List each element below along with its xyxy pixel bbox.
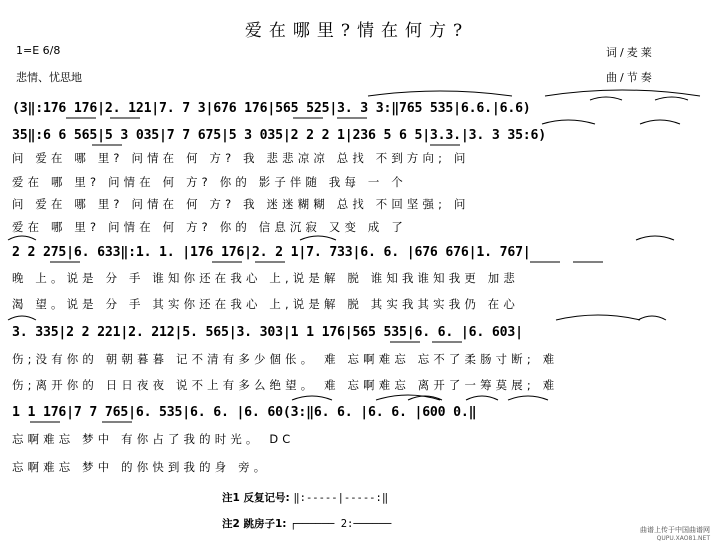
lyric-line: 爱在 哪 里? 问情在 何 方? 你的 影子伴随 我每 一 个 — [12, 175, 407, 189]
slur-mark — [636, 236, 674, 240]
lyric-line: 爱在 哪 里? 问情在 何 方? 你的 信息沉寂 又变 成 了 — [12, 220, 407, 234]
lyric-line: 晚 上。说是 分 手 谁知你还在我心 上,说是解 脱 谁知我谁知我更 加悲 — [12, 271, 519, 285]
slur-mark — [376, 395, 440, 400]
slur-mark — [640, 120, 680, 124]
lyricist-credit: 词/麦莱 — [606, 46, 655, 59]
footnote-label: 注1 反复记号: — [222, 492, 290, 504]
slur-mark — [508, 396, 548, 400]
slur-mark — [542, 120, 595, 124]
slur-mark — [300, 236, 336, 240]
key-meter: 1=E 6/8 — [16, 44, 61, 57]
slur-mark — [8, 236, 36, 240]
lyric-line: 忘啊难忘 梦中 的你快到我的身 旁。 — [12, 460, 270, 474]
watermark-url: QUPU.XAO81.NET — [656, 535, 710, 542]
slur-mark — [368, 91, 512, 96]
footnote-symbol: ‖:-----|-----:‖ — [293, 492, 389, 504]
footnote-label: 注2 跳房子1: — [222, 518, 287, 530]
lyric-line: 忘啊难忘 梦中 有你占了我的时光。 DC — [12, 432, 295, 446]
lyric-line: 伤;没有你的 朝朝暮暮 记不清有多少個伥。 难 忘啊难忘 忘不了柔肠寸断; 难 — [12, 352, 559, 366]
slur-mark — [590, 97, 622, 100]
slur-mark — [466, 396, 498, 400]
slur-mark — [292, 396, 332, 400]
footnote-symbol: ┌────── 2:────── — [290, 518, 392, 530]
notation-line-3: 2 2 275|6. 633‖:1. 1. |176 176|2. 2 1|7. 733|6. 6. |676 676|1. 767| — [12, 245, 531, 260]
notation-line-5: 1 1 176|7 7 765|6. 535|6. 6. |6. 60(3:‖6. 6. |6. 6. |600 0.‖ — [12, 405, 477, 420]
notation-line-2: 35‖:6 6 565|5 3 035|7 7 675|5 3 035|2 2 2 1|236 5 6 5|3.3.|3. 3 35:6) — [12, 128, 547, 143]
lyric-line: 伤;离开你的 日日夜夜 说不上有多么绝望。 难 忘啊难忘 离开了一筹莫展; 难 — [12, 378, 559, 392]
lyric-line: 问 爱在 哪 里? 问情在 何 方? 我 迷迷糊糊 总找 不回坚强; 问 — [12, 197, 470, 211]
mood-marking: 悲情、忧思地 — [16, 71, 82, 84]
notation-line-4: 3. 335|2 2 221|2. 212|5. 565|3. 303|1 1 176|565 535|6. 6. |6. 603| — [12, 325, 523, 340]
watermark-text: 曲谱上传于中国曲谱网 — [640, 526, 710, 534]
composer-credit: 曲/节奏 — [606, 71, 655, 84]
slur-mark — [556, 315, 640, 320]
slur-mark — [545, 90, 700, 96]
lyric-line: 问 爱在 哪 里? 问情在 何 方? 我 悲悲凉凉 总找 不到方向; 问 — [12, 151, 470, 165]
slur-mark — [8, 316, 36, 320]
notation-line-1: (3‖:176 176|2. 121|7. 7 3|676 176|565 525|3. 3 3:‖765 535|6.6.|6.6) — [12, 101, 531, 116]
song-title: 爱在哪里?情在何方? — [244, 21, 470, 41]
lyric-line: 渴 望。说是 分 手 其实你还在我心 上,说是解 脱 其实我其实我仍 在心 — [12, 297, 519, 311]
slur-mark — [638, 316, 666, 320]
slur-mark — [655, 97, 688, 100]
